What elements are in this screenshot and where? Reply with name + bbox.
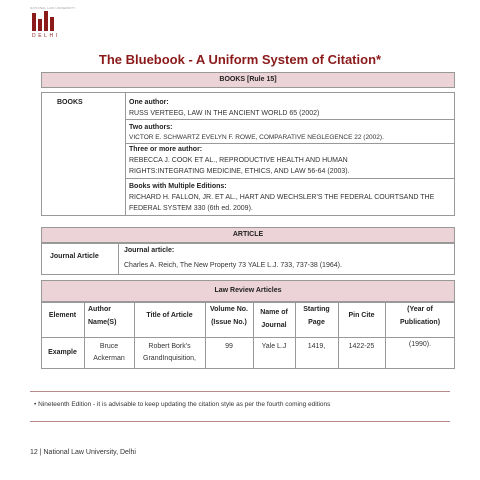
article-heading: Journal article: [124,247,175,254]
entry-line: RIGHTS:INTEGRATING MEDICINE, ETHICS, AND LAW 56-64 (2003). [129,168,350,175]
column-header: Author [88,306,111,313]
table-cell: 1419, [307,343,326,350]
article-label: Journal Article [50,253,99,260]
table-cell: Bruce [99,343,119,350]
footnote [34,401,330,408]
page-title: The Bluebook - A Uniform System of Citation* [98,52,382,67]
entry-heading: Books with Multiple Editions: [129,183,227,190]
entry-heading: Three or more author: [129,146,203,153]
page-footer: 12 | National Law University, Delhi [30,449,136,456]
footnote-text: Nineteenth Edition - it is advisable to keep updating the citation style as per the fourth coming editions [38,401,331,408]
row-separator [125,178,455,179]
table-cell: Yale L.J [261,343,287,350]
article-divider [118,243,119,275]
books-label: BOOKS [57,99,83,106]
entry-heading: Two authors: [129,124,173,131]
entry-line: RUSS VERTEEG, LAW IN THE ANCIENT WORLD 65 (2002) [129,110,320,117]
entry-line: FEDERAL SYSTEM 330 (6th ed. 2009). [129,205,253,212]
row-separator [125,119,455,120]
column-header: Name(S) [88,319,117,326]
column-header: Name of [260,309,288,316]
column-header: Publication) [399,319,441,326]
column-header: Volume No. [210,306,248,313]
column-header: Starting [303,306,330,313]
article-header: ARTICLE [41,227,455,243]
column-header: Pin Cite [348,312,375,319]
divider [30,391,450,392]
entry-line: REBECCA J. COOK ET AL., REPRODUCTIVE HEALTH AND HUMAN [129,157,348,164]
entry-line: RICHARD H. FALLON, JR. ET AL., HART AND WECHSLER'S THE FEDERAL COURTSAND THE [129,194,435,201]
table-cell: 1422-25 [348,343,375,350]
books-divider [125,92,126,216]
row-separator [41,337,455,338]
logo-mark-icon [30,11,58,31]
column-header: Journal [261,322,287,329]
bullet-icon: • [34,401,37,408]
law-review-header: Law Review Articles [41,280,455,302]
entry-heading: One author: [129,99,169,106]
logo-tagline: NATIONAL LAW UNIVERSITY [30,6,76,10]
column-header: Page [308,319,325,326]
books-header: BOOKS [Rule 15] [41,72,455,88]
entry-line: VICTOR E. SCHWARTZ EVELYN F. ROWE, COMPARATIVE NEGLEGENCE 22 (2002). [129,134,384,141]
table-cell: 99 [225,343,233,350]
logo-word: DELHI [32,33,60,39]
table-cell: Ackerman [93,355,125,362]
table-cell: (1990). [408,341,432,348]
table-cell: Robert Bork's [148,343,191,350]
column-header: (Issue No.) [211,319,247,326]
column-header: Element [48,312,77,319]
divider [30,421,450,422]
column-header: (Year of [407,306,433,313]
column-header: Title of Article [146,312,193,319]
article-line: Charles A. Reich, The New Property 73 YALE L.J. 733, 737-38 (1964). [124,262,342,269]
university-logo [30,6,76,39]
row-label: Example [48,349,77,356]
table-cell: GrandInquisition, [143,355,196,362]
